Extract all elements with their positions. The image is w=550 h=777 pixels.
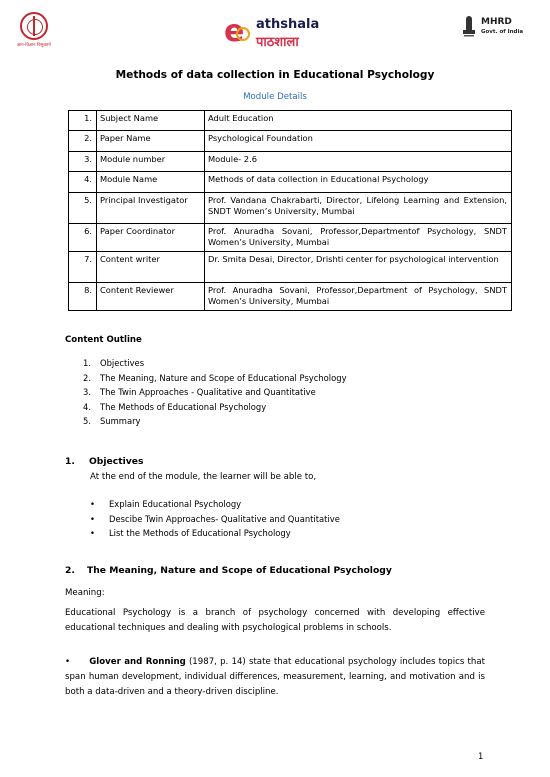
govt-label: Govt. of India: [481, 29, 524, 35]
item-number: 4.: [83, 401, 91, 412]
row-label: Module Name: [97, 172, 205, 193]
section-title: The Meaning, Nature and Scope of Educational Psychology: [87, 565, 392, 576]
bullet-icon: •: [90, 513, 95, 524]
item-text: Explain Educational Psychology: [109, 499, 242, 509]
row-number: 3.: [69, 152, 97, 172]
item-text: Descibe Twin Approaches- Qualitative and Quantitative: [109, 513, 340, 524]
epathshala-hindi-name: पाठशाला: [256, 35, 299, 50]
row-number: 4.: [69, 172, 97, 193]
list-item: [90, 497, 340, 512]
epathshala-name: athshala: [256, 17, 320, 32]
module-details-label: Module Details: [243, 92, 307, 102]
item-text: Summary: [100, 416, 141, 426]
row-value: Prof. Anuradha Sovani, Professor,Department of Psychology, SNDT Women’s University, Mumbai: [205, 283, 512, 311]
row-value: Methods of data collection in Educational Psychology: [205, 172, 512, 193]
table-row: [69, 283, 512, 311]
ashoka-emblem-icon: [461, 16, 477, 40]
row-label: Paper Name: [97, 131, 205, 152]
row-label: Content writer: [97, 252, 205, 283]
item-text: Objectives: [100, 358, 145, 368]
bullet-icon: •: [90, 528, 95, 539]
item-text: List the Methods of Educational Psychology: [109, 528, 291, 539]
meaning-label: Meaning:: [65, 588, 105, 598]
list-item: [90, 512, 340, 527]
section-number: 2.: [65, 565, 75, 576]
document-title: Methods of data collection in Educational Psychology: [115, 69, 435, 81]
mhrd-logo: [455, 14, 535, 50]
bullet-icon: •: [65, 657, 71, 667]
row-label: Principal Investigator: [97, 193, 205, 224]
glover-paragraph: [65, 655, 485, 700]
ugc-logo: [14, 12, 54, 48]
row-number: 2.: [69, 131, 97, 152]
item-number: 5.: [83, 416, 91, 426]
bullet-icon: •: [90, 499, 95, 509]
list-item: [83, 356, 347, 371]
row-value: Module- 2.6: [205, 152, 512, 172]
epathshala-e-icon: e: [224, 14, 245, 49]
list-item: [83, 400, 347, 415]
table-row: [69, 224, 512, 252]
row-value: Prof. Vandana Chakrabarti, Director, Lifelong Learning and Extension, SNDT Women’s University, Mumbai: [205, 193, 512, 224]
objectives-heading: [65, 456, 143, 467]
list-item: [90, 526, 340, 541]
table-row: [69, 193, 512, 224]
authors-name: Glover and Ronning: [89, 657, 186, 667]
item-text: The Meaning, Nature and Scope of Educational Psychology: [100, 372, 347, 383]
meaning-heading: [65, 565, 392, 576]
item-text: The Twin Approaches - Qualitative and Quantitative: [100, 387, 316, 397]
row-number: 6.: [69, 224, 97, 252]
row-value: Adult Education: [205, 111, 512, 131]
row-number: 5.: [69, 193, 97, 224]
row-label: Module number: [97, 152, 205, 172]
row-value: Dr. Smita Desai, Director, Drishti center for psychological intervention: [205, 252, 512, 283]
ugc-emblem-icon: [20, 12, 48, 40]
row-label: Subject Name: [97, 111, 205, 131]
meaning-paragraph: Educational Psychology is a branch of psychology concerned with developing effective educational techniques and dealing with psychological problems in schools.: [65, 608, 485, 633]
section-title: Objectives: [89, 456, 144, 467]
item-number: 1.: [83, 358, 91, 368]
page-number: 1: [478, 751, 484, 761]
row-value: Psychological Foundation: [205, 131, 512, 152]
item-text: The Methods of Educational Psychology: [100, 401, 267, 412]
content-outline-heading: Content Outline: [65, 335, 142, 345]
table-row: [69, 152, 512, 172]
epathshala-logo: [220, 13, 340, 51]
paragraph-text: (1987, p. 14) state that educational psychology includes topics that span human development, individual differences, measurement, learning, and motivation and is both a data-driven and a theory-driven discipline.: [65, 657, 486, 697]
row-number: 1.: [69, 111, 97, 131]
item-number: 3.: [83, 387, 91, 397]
ugc-tagline: ज्ञान-विज्ञान विमुक्तये: [17, 43, 51, 48]
row-label: Paper Coordinator: [97, 224, 205, 252]
section-number: 1.: [65, 456, 75, 467]
objectives-list: [90, 497, 340, 541]
epathshala-ring-icon: [236, 27, 250, 41]
objectives-intro: At the end of the module, the learner will be able to,: [90, 472, 317, 482]
row-number: 7.: [69, 252, 97, 283]
table-row: [69, 131, 512, 152]
list-item: [83, 385, 347, 400]
table-row: [69, 252, 512, 283]
row-value: Prof. Anuradha Sovani, Professor,Departmentof Psychology, SNDT Women’s University, Mumbai: [205, 224, 512, 252]
mhrd-label: MHRD: [481, 17, 512, 27]
list-item: [83, 414, 347, 429]
item-number: 2.: [83, 372, 91, 383]
row-label: Content Reviewer: [97, 283, 205, 311]
module-details-table: [68, 110, 512, 311]
table-row: [69, 172, 512, 193]
row-number: 8.: [69, 283, 97, 311]
list-item: [83, 371, 347, 386]
content-outline-list: [83, 356, 347, 429]
table-row: [69, 111, 512, 131]
